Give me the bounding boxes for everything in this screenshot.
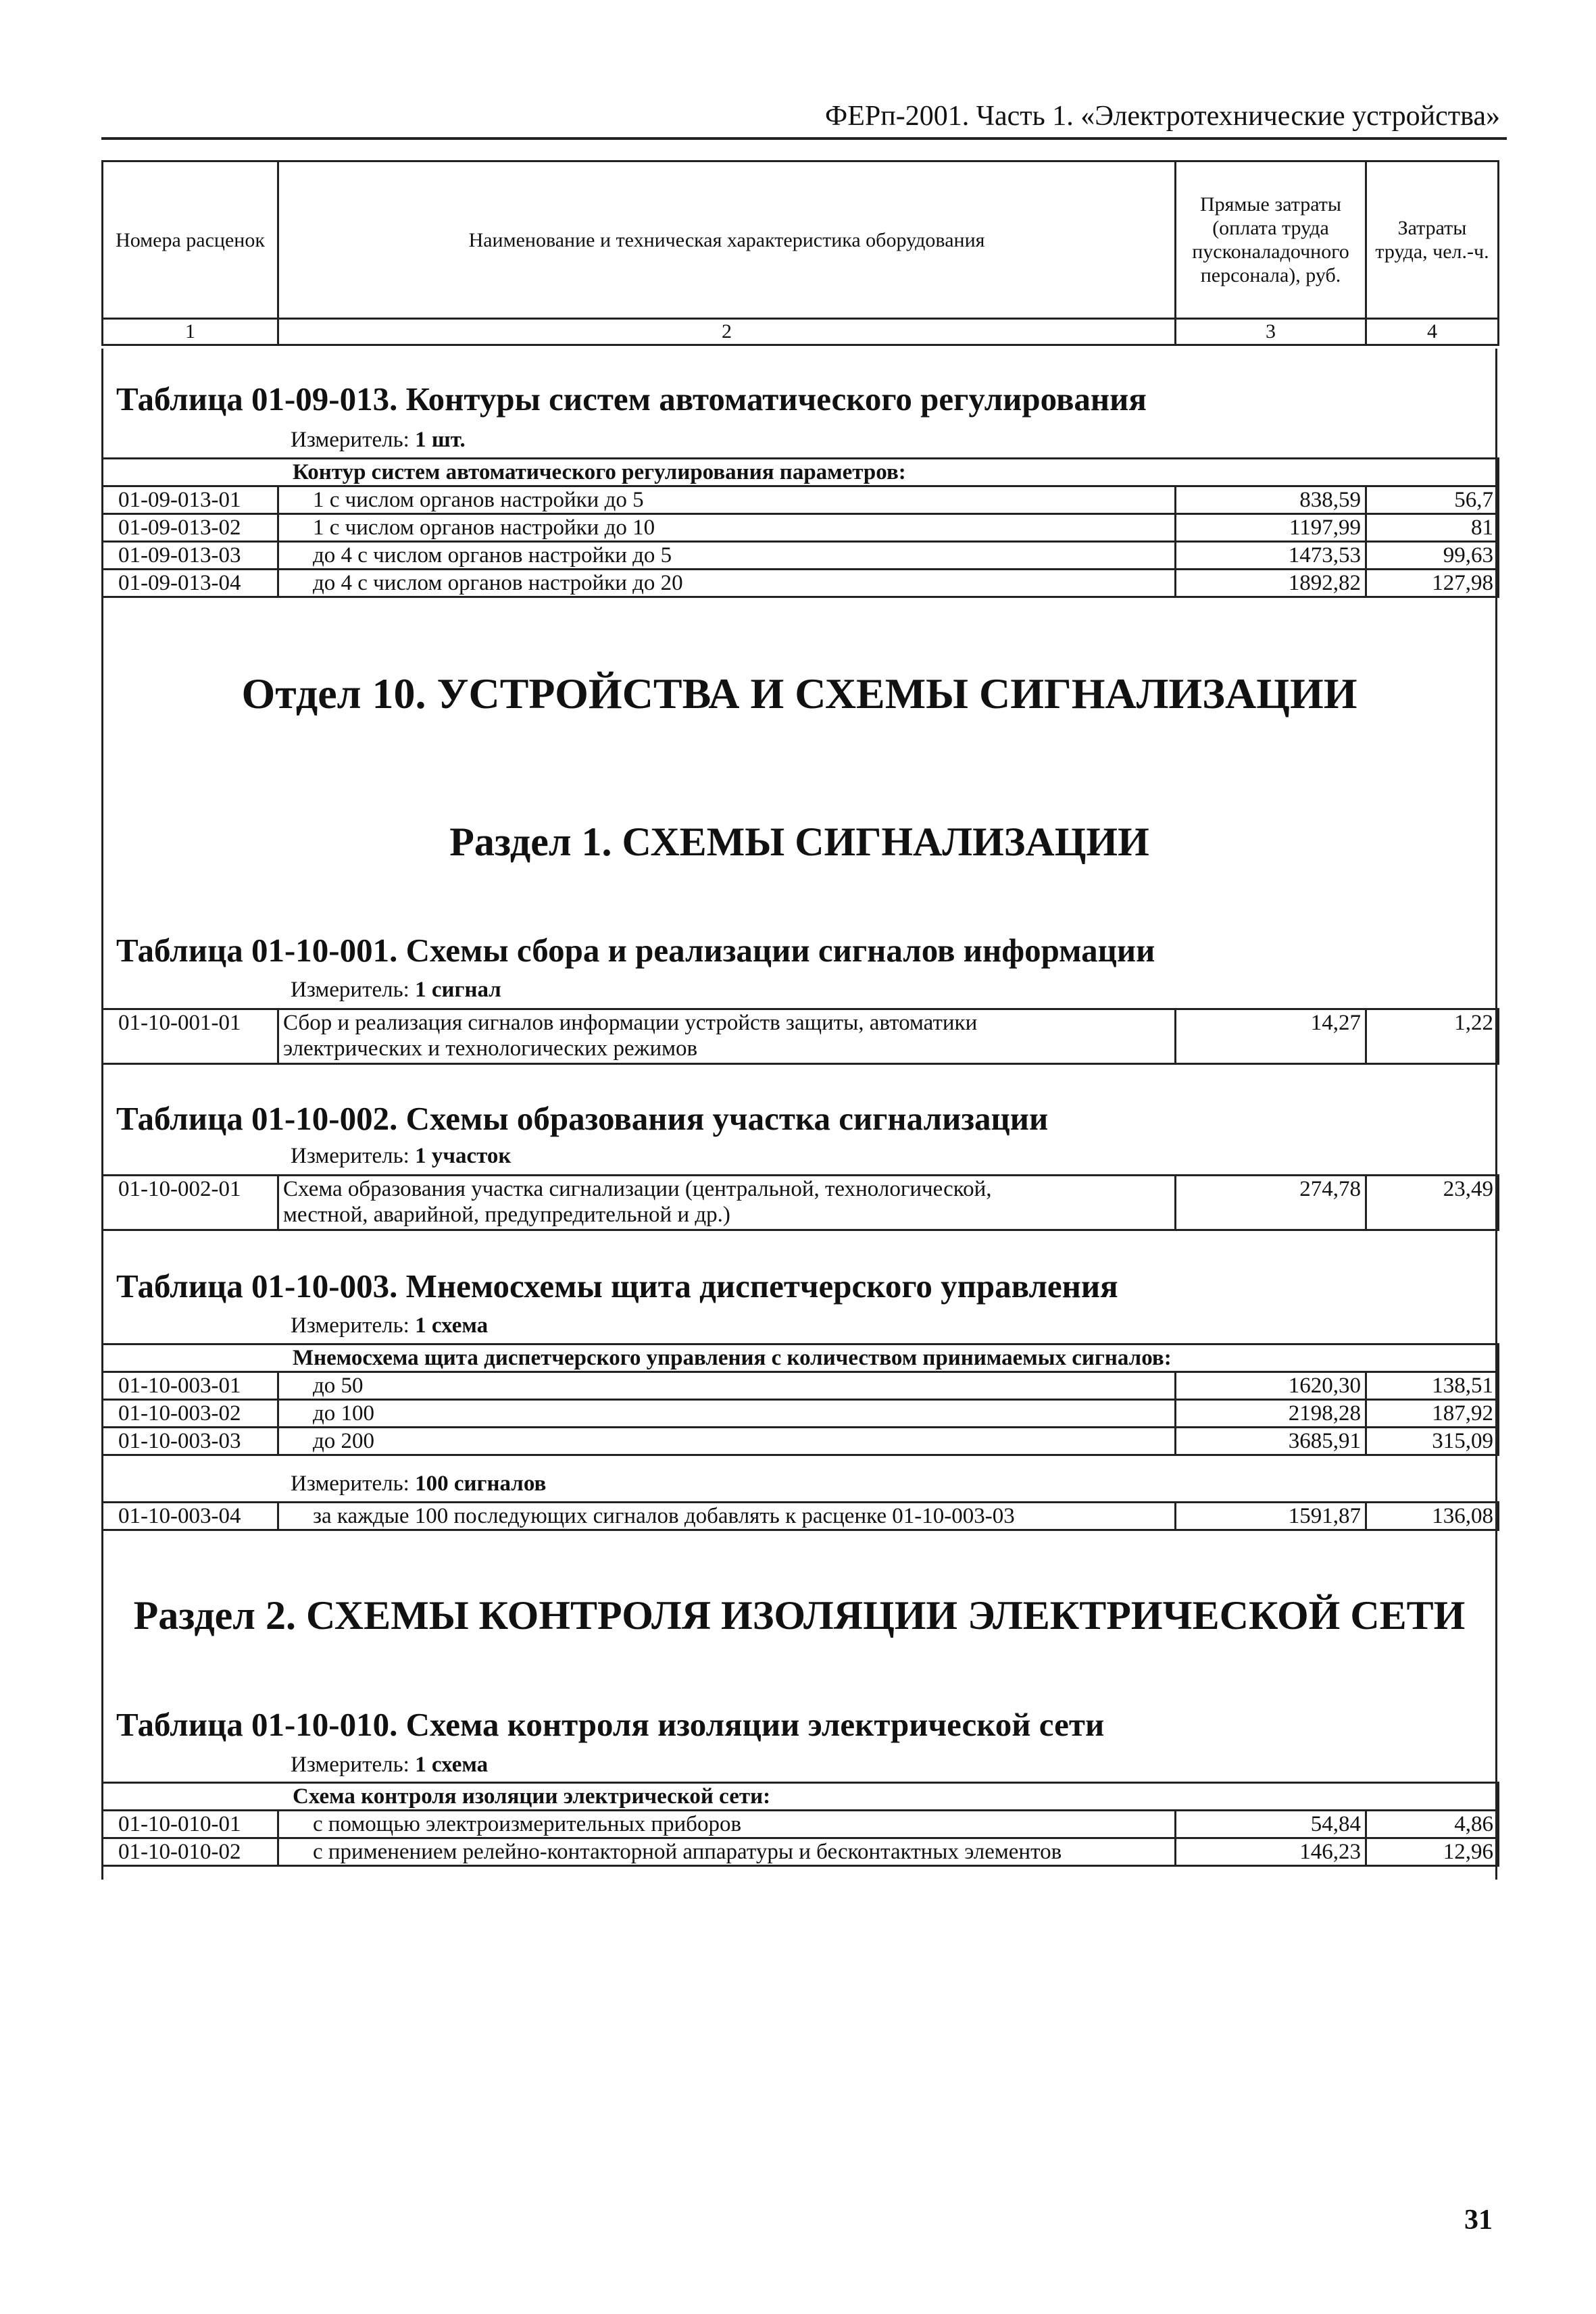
table-row [103,1372,1499,1400]
rate-cost: 2198,28 [1176,1400,1366,1428]
rate-labor: 1,22 [1366,1009,1499,1064]
measure-label: Измеритель: [291,1144,409,1168]
col-num: 3 [1176,319,1366,345]
measure-value: 1 схема [415,1313,489,1338]
rates-table [101,1343,1499,1456]
rates-table [101,1174,1499,1231]
rate-code: 01-09-013-01 [103,486,278,514]
table-title: Таблица 01-10-003. Мнемосхемы щита диспетчерского управления [116,1267,1118,1305]
rate-cost: 1197,99 [1176,514,1366,542]
group-heading: Контур систем автоматического регулирования параметров: [103,459,1499,486]
rate-name [278,1009,1176,1064]
page-number: 31 [1464,2205,1493,2236]
table-row [103,542,1499,570]
rate-labor: 12,96 [1366,1838,1499,1866]
measure-label: Измеритель: [291,428,409,452]
rate-cost: 146,23 [1176,1838,1366,1866]
rates-table [101,1501,1499,1531]
measure-value: 1 сигнал [415,978,501,1002]
rate-cost: 54,84 [1176,1811,1366,1838]
measure-line [291,1753,488,1778]
measure-value: 1 участок [415,1144,512,1168]
rate-code: 01-09-013-03 [103,542,278,570]
col-header-name: Наименование и техническая характеристика оборудования [278,161,1176,319]
measure-line [291,1472,546,1496]
table-title: Таблица 01-09-013. Контуры систем автоматического регулирования [116,380,1147,418]
running-header: ФЕРп-2001. Часть 1. «Электротехнические устройства» [825,101,1500,132]
col-num: 4 [1366,319,1499,345]
table-row [103,1400,1499,1428]
group-heading: Схема контроля изоляции электрической сети: [103,1783,1499,1811]
table-row [103,486,1499,514]
measure-line [291,428,466,453]
rate-code: 01-10-010-02 [103,1838,278,1866]
rate-name: до 100 [278,1400,1176,1428]
rate-labor: 4,86 [1366,1811,1499,1838]
rate-name: до 4 с числом органов настройки до 20 [278,570,1176,597]
rates-table [101,457,1499,598]
rates-table [101,1782,1499,1867]
measure-label: Измеритель: [291,978,409,1002]
table-row [103,570,1499,597]
rate-labor: 127,98 [1366,570,1499,597]
measure-value: 100 сигналов [415,1472,547,1496]
rate-name-line: Схема образования участка сигнализации (центральной, технологической, [283,1177,992,1201]
table-row [103,1428,1499,1455]
department-heading: Отдел 10. УСТРОЙСТВА И СХЕМЫ СИГНАЛИЗАЦИИ [241,670,1357,718]
table-row [103,514,1499,542]
rate-code: 01-10-001-01 [103,1009,278,1064]
col-num: 2 [278,319,1176,345]
rate-code: 01-10-003-04 [103,1503,278,1530]
rate-name: 1 с числом органов настройки до 10 [278,514,1176,542]
rate-labor: 315,09 [1366,1428,1499,1455]
column-header-table [101,160,1499,346]
rate-labor: 136,08 [1366,1503,1499,1530]
rate-name: 1 с числом органов настройки до 5 [278,486,1176,514]
col-header-labor: Затраты труда, чел.-ч. [1366,161,1499,319]
header-rule [101,137,1507,140]
table-title: Таблица 01-10-002. Схемы образования участка сигнализации [116,1100,1049,1137]
rate-labor: 99,63 [1366,542,1499,570]
rate-name-line: местной, аварийной, предупредительной и др.) [283,1203,730,1227]
measure-label: Измеритель: [291,1472,409,1496]
measure-label: Измеритель: [291,1313,409,1338]
rate-name: до 200 [278,1428,1176,1455]
table-row [103,1811,1499,1838]
table-row [103,1009,1499,1064]
rate-labor: 56,7 [1366,486,1499,514]
rates-table [101,1008,1499,1065]
rate-code: 01-10-003-03 [103,1428,278,1455]
table-row [103,1838,1499,1866]
table-row [103,1176,1499,1230]
rate-labor: 187,92 [1366,1400,1499,1428]
measure-line [291,978,501,1003]
rate-name: до 4 с числом органов настройки до 5 [278,542,1176,570]
rate-name: с применением релейно-контакторной аппаратуры и бесконтактных элементов [278,1838,1176,1866]
col-num: 1 [103,319,278,345]
measure-value: 1 шт. [415,428,466,452]
rate-name [278,1176,1176,1230]
col-header-cost: Прямые затраты (оплата труда пусконаладочного персонала), руб. [1176,161,1366,319]
section-heading: Раздел 2. СХЕМЫ КОНТРОЛЯ ИЗОЛЯЦИИ ЭЛЕКТРИЧЕСКОЙ СЕТИ [133,1593,1466,1638]
table-row [103,1503,1499,1530]
rate-labor: 23,49 [1366,1176,1499,1230]
table-title: Таблица 01-10-010. Схема контроля изоляции электрической сети [116,1706,1105,1743]
rate-code: 01-10-002-01 [103,1176,278,1230]
rate-name: за каждые 100 последующих сигналов добавлять к расценке 01-10-003-03 [278,1503,1176,1530]
table-title: Таблица 01-10-001. Схемы сбора и реализации сигналов информации [116,932,1155,969]
rate-name: до 50 [278,1372,1176,1400]
rate-name-line: электрических и технологических режимов [283,1036,698,1061]
rate-cost: 14,27 [1176,1009,1366,1064]
rate-cost: 3685,91 [1176,1428,1366,1455]
rate-cost: 1620,30 [1176,1372,1366,1400]
measure-label: Измеритель: [291,1753,409,1777]
rate-code: 01-09-013-02 [103,514,278,542]
rate-code: 01-10-003-02 [103,1400,278,1428]
rate-labor: 81 [1366,514,1499,542]
rate-cost: 1892,82 [1176,570,1366,597]
col-header-codes: Номера расценок [103,161,278,319]
rate-labor: 138,51 [1366,1372,1499,1400]
rate-name: с помощью электроизмерительных приборов [278,1811,1176,1838]
measure-line [291,1313,488,1338]
rate-cost: 838,59 [1176,486,1366,514]
rate-cost: 274,78 [1176,1176,1366,1230]
measure-line [291,1144,511,1169]
rate-cost: 1473,53 [1176,542,1366,570]
rate-code: 01-10-010-01 [103,1811,278,1838]
rate-code: 01-10-003-01 [103,1372,278,1400]
group-heading: Мнемосхема щита диспетчерского управления с количеством принимаемых сигналов: [103,1344,1499,1372]
measure-value: 1 схема [415,1753,489,1777]
section-heading: Раздел 1. СХЕМЫ СИГНАЛИЗАЦИИ [449,820,1149,864]
rate-code: 01-09-013-04 [103,570,278,597]
rate-name-line: Сбор и реализация сигналов информации устройств защиты, автоматики [283,1011,978,1035]
rate-cost: 1591,87 [1176,1503,1366,1530]
